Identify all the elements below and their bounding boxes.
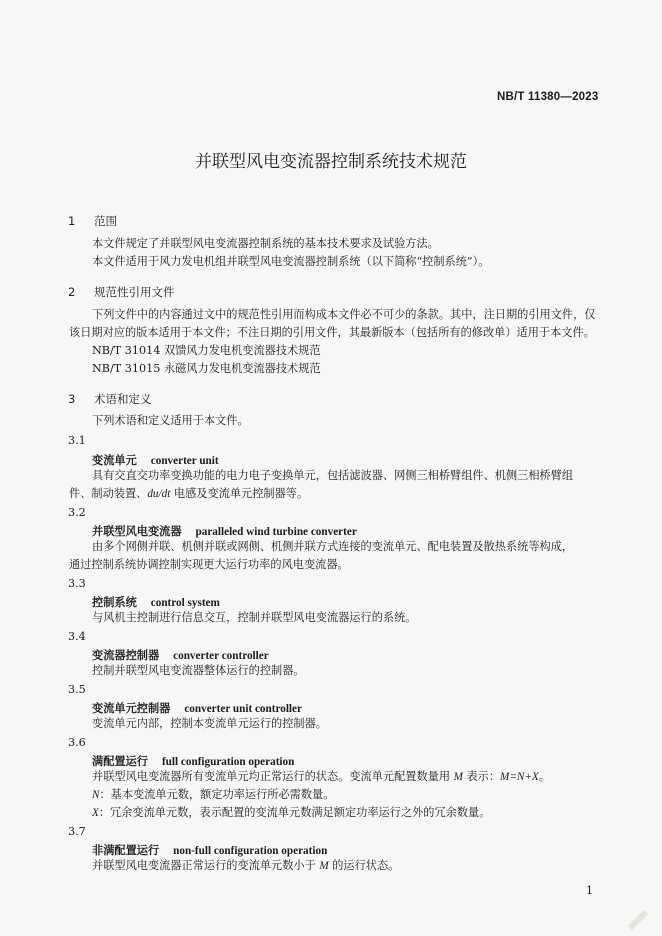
note-text: ：基本变流单元数，额定功率运行所必需数量。 [99,788,335,801]
scope-paragraph-1: 本文件规定了并联型风电变流器控制系统的基本技术要求及试验方法。 [92,237,439,250]
term-3-3-definition: 与风机主控制进行信息交互，控制并联型风电变流器运行的系统。 [92,611,417,624]
definition-text: 并联型风电变流器正常运行的变流单元数小于 [92,859,320,872]
section-number: 2 [68,285,76,299]
term-en: converter unit [150,455,219,467]
references-paragraph-line-1: 下列文件中的内容通过文中的规范性引用而构成本文件必不可少的条款。其中，注日期的引用文件，仅 [92,308,596,321]
note-text: ：冗余变流单元数，表示配置的变流单元数满足额定功率运行之外的冗余数量。 [98,806,491,819]
term-3-6-n-note [92,789,334,802]
section-number: 3 [68,392,76,406]
term-3-4-definition: 控制并联型风电变流器整体运行的控制器。 [92,664,305,677]
term-3-6-title [92,753,294,769]
term-3-2-definition-line-2: 通过控制系统协调控制实现更大运行功率的风电变流器。 [69,558,349,571]
term-3-4-title [92,647,269,663]
definition-text: 电感及变流单元控制器等。 [170,487,309,500]
term-en: paralleled wind turbine converter [195,526,357,538]
term-3-5-number: 3.5 [68,683,86,696]
page-number: 1 [586,884,593,897]
term-3-2-title [92,523,357,539]
references-paragraph-line-2: 该日期对应的版本适用于本文件；不注日期的引用文件，其最新版本（包括所有的修改单）适用于本文件。 [69,326,595,339]
doc-number: NB/T 11380—2023 [497,91,599,103]
section-3-heading [68,391,152,407]
definition-text: 的运行状态。 [328,859,400,872]
reference-nbt-31014: NB/T 31014 双馈风力发电机变流器技术规范 [92,344,321,357]
term-3-1-title [92,452,219,468]
term-3-6-definition [92,771,550,784]
du-dt-variable: du/dt [147,488,171,500]
term-3-2-definition-line-1: 由多个网侧并联、机侧并联或网侧、机侧并联方式连接的变流单元、配电装置及散热系统等构成， [92,540,574,553]
term-3-3-title [92,594,220,610]
term-3-4-number: 3.4 [68,630,86,643]
definition-text: 表示： [462,770,501,783]
term-3-7-title [92,842,327,858]
term-3-6-number: 3.6 [68,736,86,749]
section-number: 1 [68,214,76,228]
section-title: 范围 [94,214,117,228]
section-title: 规范性引用文件 [94,285,175,299]
term-3-7-definition [92,860,399,873]
term-3-5-title [92,700,302,716]
scope-paragraph-2: 本文件适用于风力发电机组并联型风电变流器控制系统（以下简称“控制系统”）。 [92,255,490,268]
m-variable: M [319,860,329,872]
page-title: 并联型风电变流器控制系统技术规范 [195,152,467,172]
term-en: full configuration operation [161,756,295,768]
term-en: converter unit controller [184,703,302,715]
m-variable: M [453,771,463,783]
term-en: non-full configuration operation [173,845,328,857]
term-3-2-number: 3.2 [68,506,86,519]
term-zh: 并联型风电变流器 [92,524,182,538]
x-variable: X [92,807,99,819]
definition-text: 件、制动装置、 [69,487,148,500]
formula: M=N+X [500,771,539,783]
term-en: converter controller [173,650,269,662]
section-title: 术语和定义 [94,392,152,406]
term-zh: 非满配置运行 [92,843,160,857]
term-3-1-number: 3.1 [68,434,86,447]
definition-text: 。 [538,770,550,783]
n-variable: N [92,789,100,801]
term-3-1-definition-line-2 [69,488,308,501]
term-3-1-definition-line-1: 具有交直交功率变换功能的电力电子变换单元，包括滤波器、网侧三相桥臂组件、机侧三相桥臂组 [92,469,574,482]
term-3-7-number: 3.7 [68,825,86,838]
term-zh: 满配置运行 [92,754,148,768]
term-3-5-definition: 变流单元内部，控制本变流单元运行的控制器。 [92,717,327,730]
term-en: control system [150,597,220,609]
term-zh: 变流器控制器 [92,648,160,662]
terms-intro: 下列术语和定义适用于本文件。 [92,414,249,427]
section-1-heading [68,213,117,229]
term-zh: 变流单元 [92,453,137,467]
term-3-6-x-note [92,807,490,820]
term-3-3-number: 3.3 [68,577,86,590]
definition-text: 并联型风电变流器所有变流单元均正常运行的状态。变流单元配置数量用 [92,770,454,783]
term-zh: 变流单元控制器 [92,701,171,715]
section-2-heading [68,284,175,300]
scan-mark-icon [624,904,650,930]
term-zh: 控制系统 [92,595,137,609]
reference-nbt-31015: NB/T 31015 永磁风力发电机变流器技术规范 [92,362,321,375]
